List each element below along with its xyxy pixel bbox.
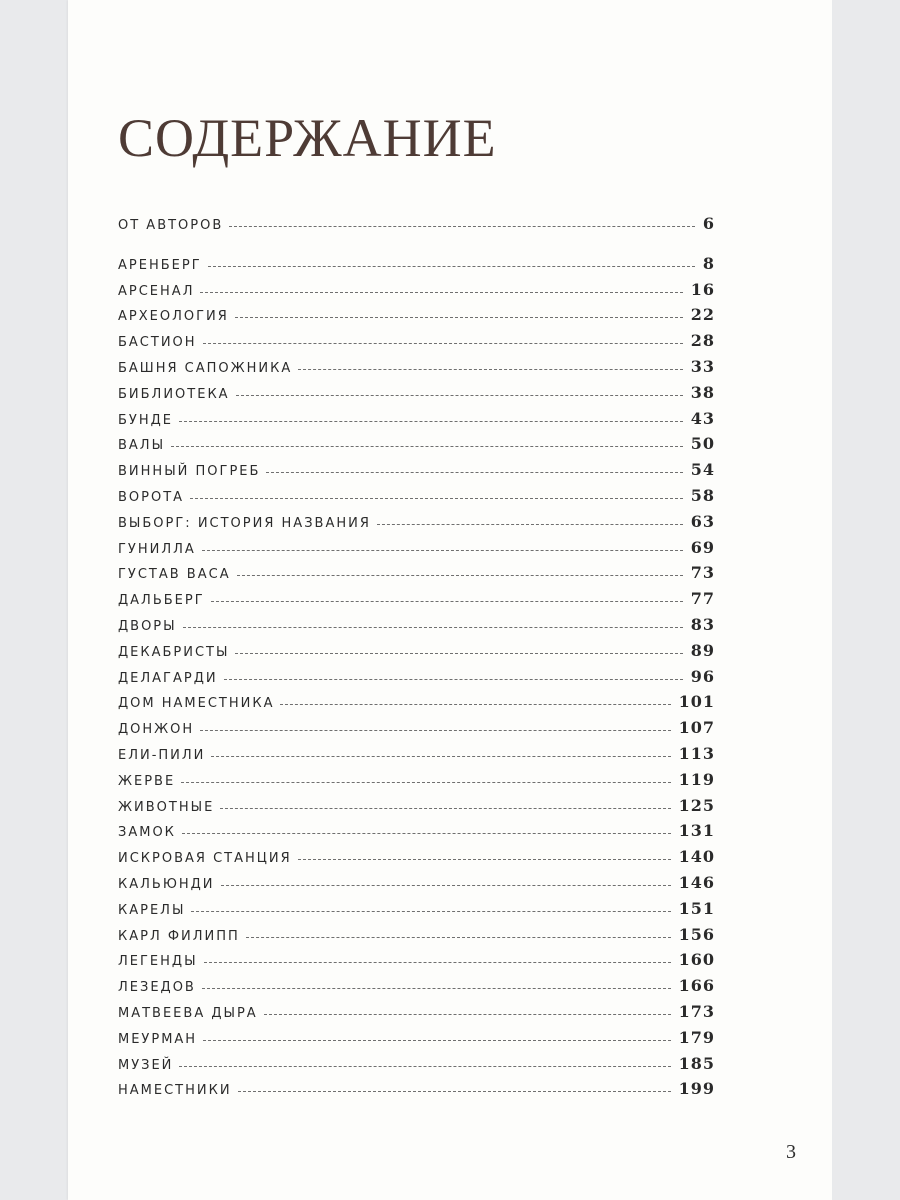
toc-entry-title: КАРЛ ФИЛИПП bbox=[118, 928, 240, 944]
toc-entry-title: МЕУРМАН bbox=[118, 1031, 198, 1047]
toc-entry-title: ДАЛЬБЕРГ bbox=[118, 593, 205, 609]
toc-entry bbox=[118, 563, 715, 589]
toc-entry bbox=[118, 214, 715, 240]
toc-entry bbox=[118, 667, 715, 693]
toc-entry-page-number: 8 bbox=[702, 253, 715, 273]
toc-entry-page-number: 185 bbox=[678, 1053, 715, 1073]
toc-entry bbox=[118, 976, 715, 1002]
toc-entry-page-number: 160 bbox=[678, 950, 715, 970]
toc-entry bbox=[118, 1002, 715, 1028]
toc-entry-page-number: 43 bbox=[690, 408, 715, 428]
toc-entry-title: ГУСТАВ ВАСА bbox=[118, 567, 231, 583]
toc-entry-page-number: 101 bbox=[678, 692, 715, 712]
toc-entry-title: ВОРОТА bbox=[118, 489, 185, 505]
toc-entry-title: ВАЛЫ bbox=[118, 438, 166, 454]
toc-entry-title: ДЕЛАГАРДИ bbox=[118, 670, 218, 686]
toc-entry-title: КАРЕЛЫ bbox=[118, 902, 186, 918]
toc-entry bbox=[118, 718, 715, 744]
toc-entry bbox=[118, 873, 715, 899]
dotted-leader bbox=[264, 1014, 671, 1015]
toc-entry bbox=[118, 1079, 715, 1105]
toc-entry-page-number: 199 bbox=[678, 1079, 715, 1099]
toc-entry-title: БАСТИОН bbox=[118, 335, 197, 351]
toc-entry-page-number: 50 bbox=[690, 434, 715, 454]
toc-entry-title: ЕЛИ-ПИЛИ bbox=[118, 747, 206, 763]
toc-entry-page-number: 119 bbox=[678, 769, 715, 789]
dotted-leader bbox=[200, 730, 670, 731]
page-number: 3 bbox=[786, 1141, 796, 1163]
toc-entry bbox=[118, 409, 715, 435]
toc-entry-title: ЖИВОТНЫЕ bbox=[118, 799, 215, 815]
toc-entry-title: ГУНИЛЛА bbox=[118, 541, 196, 557]
toc-entry bbox=[118, 589, 715, 615]
toc-entry bbox=[118, 305, 715, 331]
toc-entry-title: БИБЛИОТЕКА bbox=[118, 386, 230, 402]
toc-entry-page-number: 173 bbox=[678, 1001, 715, 1021]
toc-entry-page-number: 22 bbox=[690, 305, 715, 325]
toc-entry-title: ДЕКАБРИСТЫ bbox=[118, 644, 230, 660]
toc-entry-page-number: 69 bbox=[690, 537, 715, 557]
toc-entry bbox=[118, 847, 715, 873]
toc-entry-title: ДОМ НАМЕСТНИКА bbox=[118, 696, 275, 712]
toc-entry-page-number: 151 bbox=[678, 898, 715, 918]
toc-entry bbox=[118, 641, 715, 667]
toc-entry-page-number: 166 bbox=[678, 976, 715, 996]
toc-entry-title: АРХЕОЛОГИЯ bbox=[118, 309, 229, 325]
dotted-leader bbox=[235, 317, 683, 318]
toc-entry bbox=[118, 434, 715, 460]
dotted-leader bbox=[221, 885, 671, 886]
dotted-leader bbox=[238, 1091, 671, 1092]
toc-entry-page-number: 96 bbox=[690, 666, 715, 686]
dotted-leader bbox=[298, 369, 682, 370]
toc-entry-page-number: 131 bbox=[678, 821, 715, 841]
toc-entry bbox=[118, 460, 715, 486]
toc-entry-title: АРЕНБЕРГ bbox=[118, 257, 202, 273]
dotted-leader bbox=[266, 472, 682, 473]
toc-entry-page-number: 6 bbox=[702, 214, 715, 233]
dotted-leader bbox=[182, 833, 671, 834]
toc-entry bbox=[118, 925, 715, 951]
toc-entry-page-number: 16 bbox=[690, 279, 715, 299]
dotted-leader bbox=[204, 962, 671, 963]
toc-entry-page-number: 113 bbox=[678, 743, 715, 763]
dotted-leader bbox=[220, 808, 670, 809]
toc-entry-title: МУЗЕЙ bbox=[118, 1057, 174, 1073]
toc-entry-title: ДОНЖОН bbox=[118, 722, 195, 738]
toc-entry bbox=[118, 899, 715, 925]
toc-entry-title: ОТ АВТОРОВ bbox=[118, 218, 224, 233]
toc-entry-title: АРСЕНАЛ bbox=[118, 283, 195, 299]
toc-entry bbox=[118, 796, 715, 822]
toc-entry-page-number: 125 bbox=[678, 795, 715, 815]
dotted-leader bbox=[202, 550, 683, 551]
toc-entry-page-number: 179 bbox=[678, 1027, 715, 1047]
toc-entry bbox=[118, 692, 715, 718]
dotted-leader bbox=[203, 1040, 671, 1041]
toc-entry-title: ДВОРЫ bbox=[118, 618, 177, 634]
toc-entry-page-number: 146 bbox=[678, 872, 715, 892]
toc-entry-page-number: 33 bbox=[690, 356, 715, 376]
toc-entry-title: ВИННЫЙ ПОГРЕБ bbox=[118, 464, 261, 480]
dotted-leader bbox=[181, 782, 670, 783]
dotted-leader bbox=[200, 292, 682, 293]
dotted-leader bbox=[236, 395, 683, 396]
toc-entry-page-number: 54 bbox=[690, 460, 715, 480]
toc-entry-title: ИСКРОВАЯ СТАНЦИЯ bbox=[118, 851, 292, 867]
toc-entry-page-number: 83 bbox=[690, 614, 715, 634]
dotted-leader bbox=[237, 575, 683, 576]
toc-entry-title: ЛЕГЕНДЫ bbox=[118, 954, 198, 970]
toc-entry bbox=[118, 357, 715, 383]
toc-entry bbox=[118, 615, 715, 641]
page-title: СОДЕРЖАНИЕ bbox=[118, 108, 497, 168]
toc-entry-title: БУНДЕ bbox=[118, 412, 173, 428]
dotted-leader bbox=[224, 679, 683, 680]
dotted-leader bbox=[190, 498, 683, 499]
toc-entry-title: ВЫБОРГ: ИСТОРИЯ НАЗВАНИЯ bbox=[118, 515, 371, 531]
toc-entry-page-number: 63 bbox=[690, 511, 715, 531]
toc-entry bbox=[118, 280, 715, 306]
toc-entry bbox=[118, 486, 715, 512]
toc-entry-page-number: 28 bbox=[690, 331, 715, 351]
dotted-leader bbox=[203, 343, 683, 344]
toc-entry-page-number: 89 bbox=[690, 640, 715, 660]
dotted-leader bbox=[183, 627, 683, 628]
toc-entry bbox=[118, 744, 715, 770]
toc-entry-title: КАЛЬЮНДИ bbox=[118, 876, 215, 892]
toc-entry bbox=[118, 1028, 715, 1054]
toc-entry bbox=[118, 383, 715, 409]
toc-entry-title: ЖЕРВЕ bbox=[118, 773, 176, 789]
dotted-leader bbox=[298, 859, 671, 860]
dotted-leader bbox=[280, 704, 670, 705]
dotted-leader bbox=[246, 937, 671, 938]
toc-entry bbox=[118, 331, 715, 357]
toc-entry-page-number: 38 bbox=[690, 382, 715, 402]
toc-entry-page-number: 156 bbox=[678, 924, 715, 944]
toc-entry bbox=[118, 770, 715, 796]
dotted-leader bbox=[377, 524, 683, 525]
dotted-leader bbox=[211, 601, 683, 602]
toc-entry-title: ЛЕЗЕДОВ bbox=[118, 980, 196, 996]
toc-entry-page-number: 77 bbox=[690, 589, 715, 609]
dotted-leader bbox=[211, 756, 670, 757]
toc-entry bbox=[118, 512, 715, 538]
toc-entry-title: БАШНЯ САПОЖНИКА bbox=[118, 360, 293, 376]
dotted-leader bbox=[179, 421, 683, 422]
dotted-leader bbox=[229, 226, 695, 227]
toc-entry bbox=[118, 538, 715, 564]
dotted-leader bbox=[191, 911, 670, 912]
toc-entry-page-number: 58 bbox=[690, 485, 715, 505]
toc-entry-page-number: 73 bbox=[690, 563, 715, 583]
table-of-contents bbox=[118, 214, 715, 1105]
dotted-leader bbox=[235, 653, 682, 654]
dotted-leader bbox=[171, 446, 683, 447]
toc-entry bbox=[118, 1054, 715, 1080]
dotted-leader bbox=[208, 266, 695, 267]
toc-entry-title: НАМЕСТНИКИ bbox=[118, 1083, 232, 1099]
dotted-leader bbox=[202, 988, 671, 989]
toc-entry bbox=[118, 950, 715, 976]
toc-entry bbox=[118, 254, 715, 280]
toc-entry-title: ЗАМОК bbox=[118, 825, 176, 841]
toc-entry bbox=[118, 821, 715, 847]
toc-entry-page-number: 107 bbox=[678, 718, 715, 738]
toc-entry-title: МАТВЕЕВА ДЫРА bbox=[118, 1005, 258, 1021]
dotted-leader bbox=[179, 1066, 670, 1067]
toc-entry-page-number: 140 bbox=[678, 847, 715, 867]
